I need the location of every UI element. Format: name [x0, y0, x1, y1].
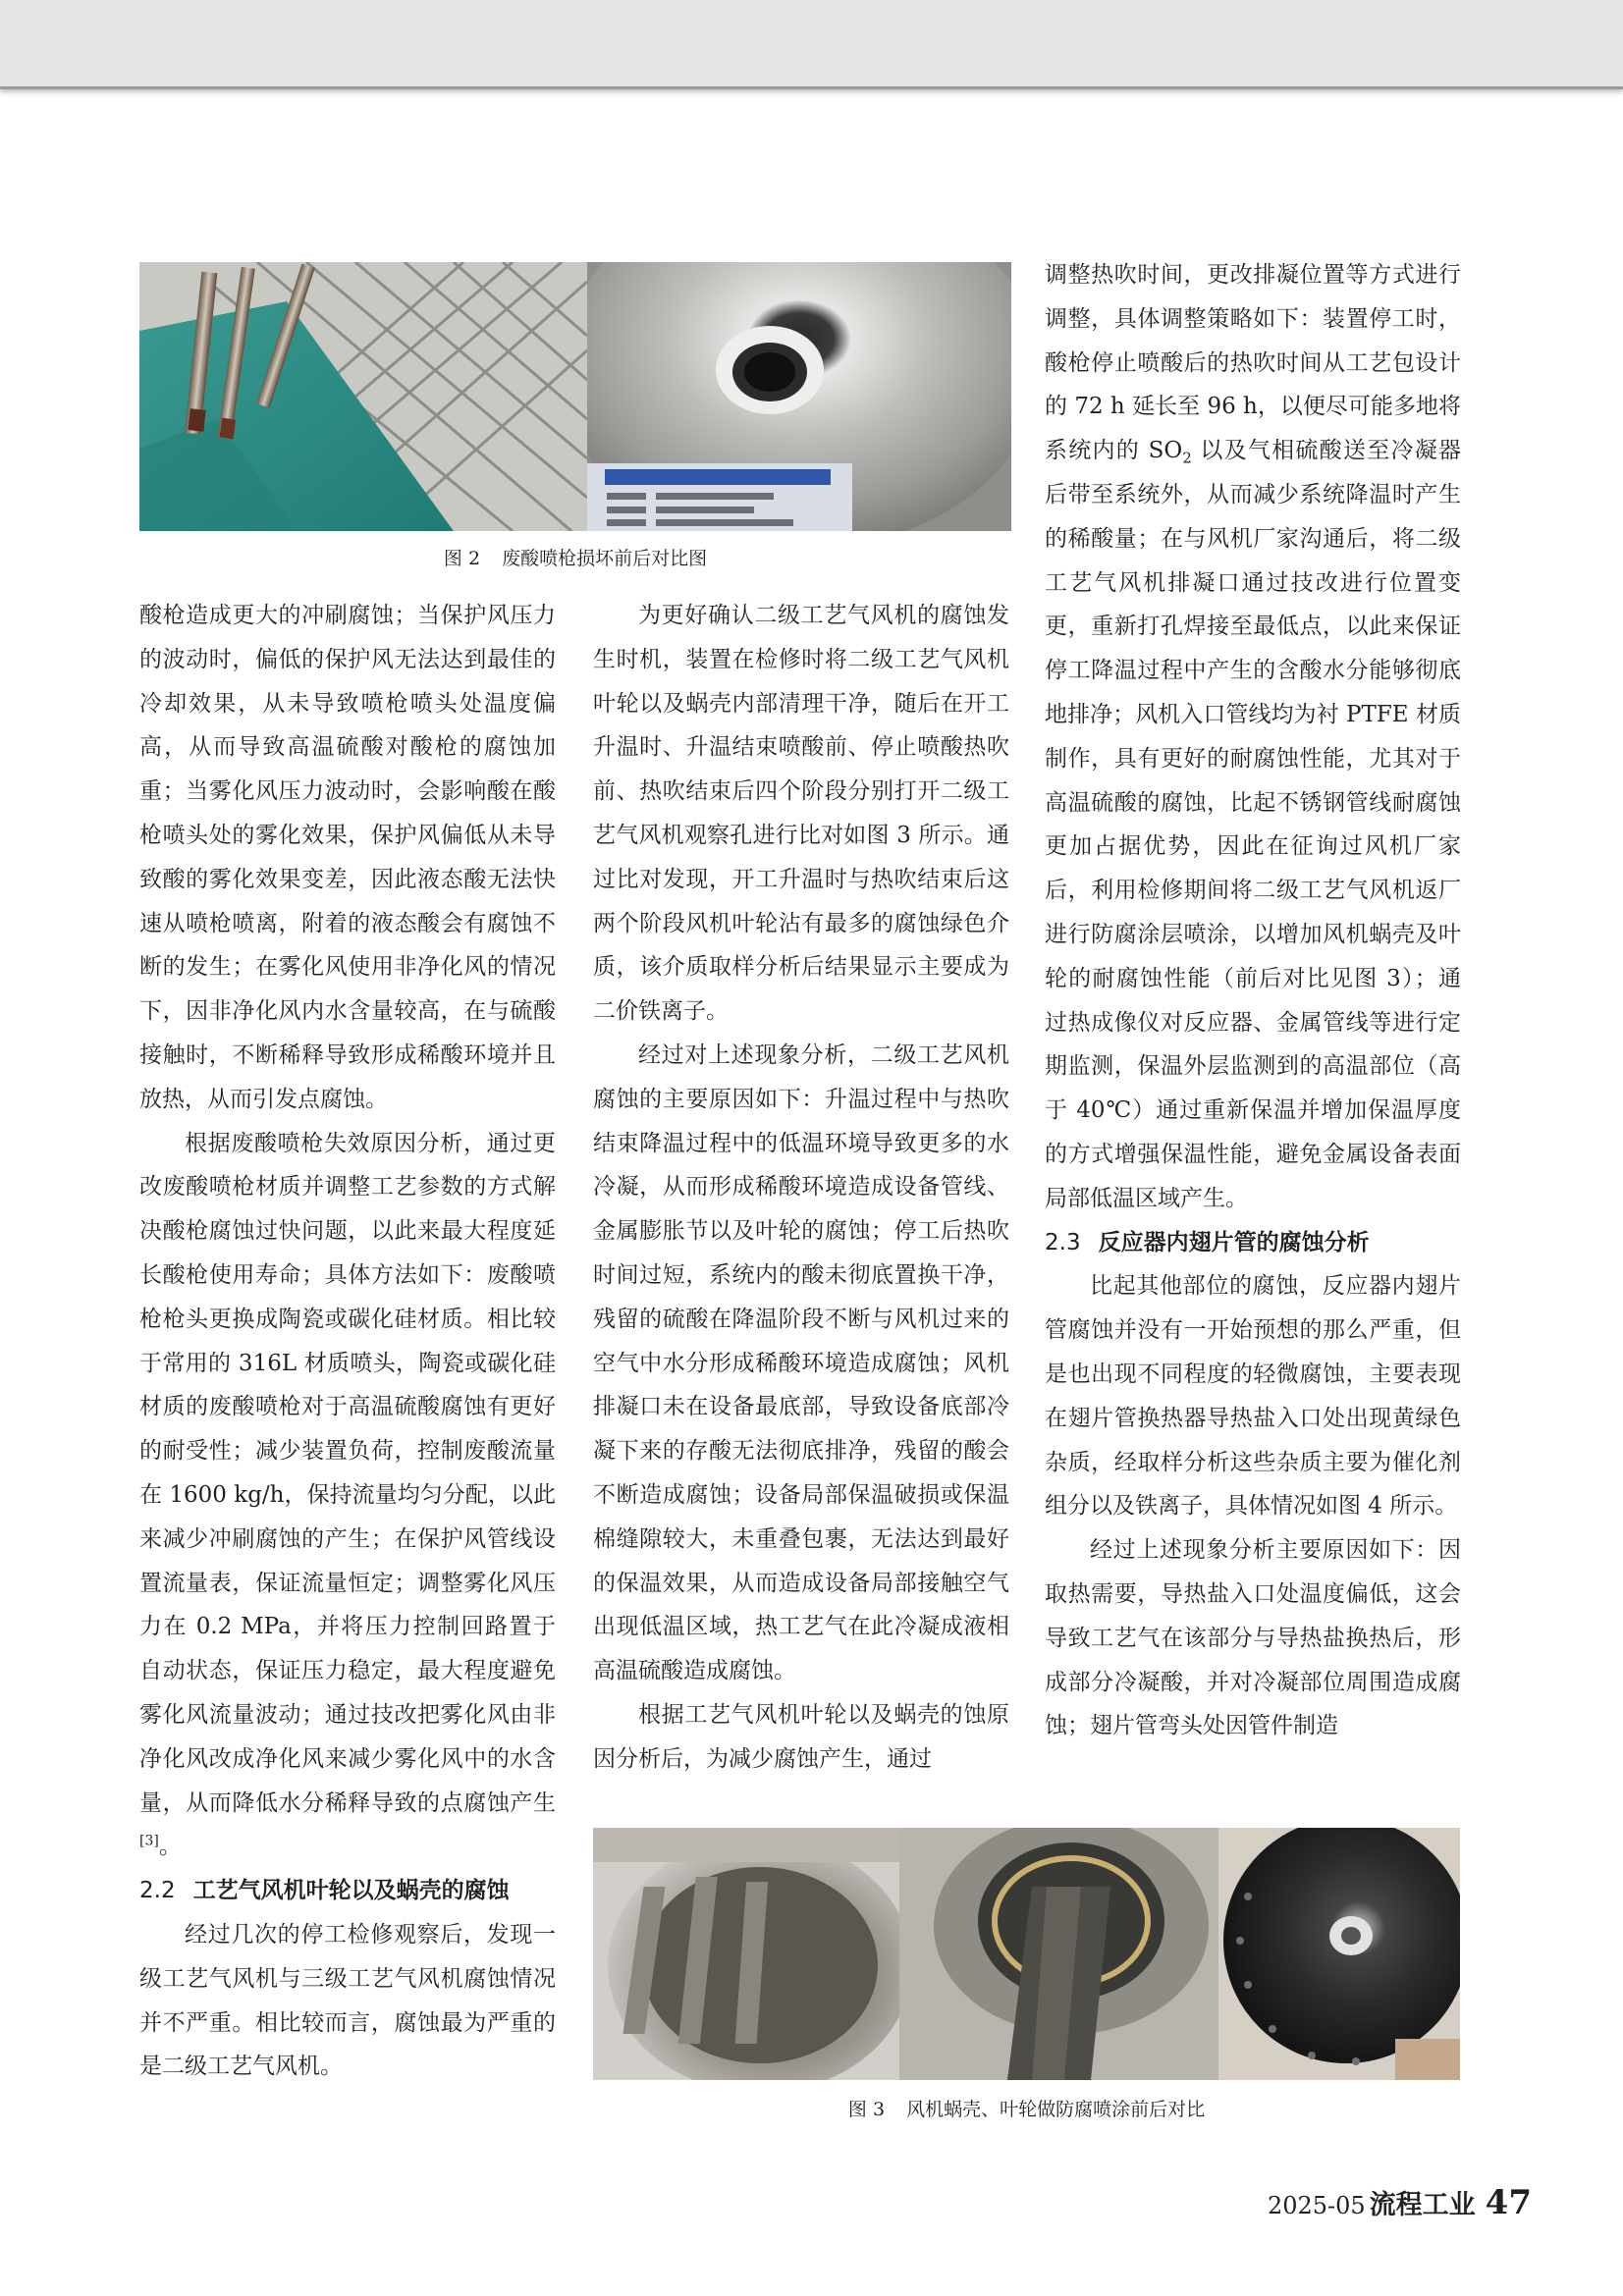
figure3-number: 图 3 — [847, 2099, 886, 2120]
col3-paragraph-1-text-b: 以及气相硫酸送至冷凝器后带至系统外，从而减少系统降温时产生的稀酸量；在与风机厂家沟通后，将二级工艺气风机排凝口通过技改进行位置变更，重新打孔焊接至最低点，以此来保证停工降温过程中产生的含酸水分能够彻底地排净；风机入口管线均为衬 PTFE 材质制作，具有更好的耐腐蚀性能，尤其对于高温硫酸的腐蚀，比起不锈钢管线耐腐蚀更加占据优势，因此在征询过风机厂家后，利用检修期间将二级工艺气风机返厂进行防腐涂层喷涂，以增加风机蜗壳及叶轮的耐腐蚀性能（前后对比见图 3）；通过热成像仪对反应器、金属管线等进行定期监测，保温外层监测到的高温部位（高于 40℃）通过重新保温并增加保温厚度的方式增强保温性能，避免金属设备表面局部低温区域产生。 — [1045, 438, 1461, 1211]
heading-2-2 — [139, 1869, 556, 1913]
col2-paragraph-2: 经过对上述现象分析，二级工艺风机腐蚀的主要原因如下：升温过程中与热吹结束降温过程中的低温环境导致更多的水冷凝，从而形成稀酸环境造成设备管线、金属膨胀节以及叶轮的腐蚀；停工后热吹时间过短，系统内的酸未彻底置换干净，残留的硫酸在降温阶段不断与风机过来的空气中水分形成稀酸环境造成腐蚀；风机排凝口未在设备最底部，导致设备底部冷凝下来的存酸无法彻底排净，残留的酸会不断造成腐蚀；设备局部保温破损或保温棉缝隙较大，未重叠包裹，无法达到最好的保温效果，从而造成设备局部接触空气出现低温区域，热工艺气在此冷凝成液相高温硫酸造成腐蚀。 — [593, 1041, 1009, 1684]
so2-subscript: 2 — [1182, 449, 1192, 467]
figure3-title: 风机蜗壳、叶轮做防腐喷涂前后对比 — [906, 2099, 1206, 2120]
col3-paragraph-3: 经过上述现象分析主要原因如下：因取热需要，导热盐入口处温度偏低，这会导致工艺气在该部分与导热盐换热后，形成部分冷凝酸，并对冷凝部位周围造成腐蚀；翅片管弯头处因管件制造 — [1045, 1537, 1461, 1739]
issue-date: 2025-05 — [1267, 2192, 1366, 2219]
figure3-photo-3 — [1218, 1828, 1460, 2080]
heading-2-3-number: 2.3 — [1045, 1229, 1081, 1255]
col1-paragraph-2-end: 。 — [158, 1834, 182, 1860]
figure2-caption — [139, 544, 1011, 570]
col1-paragraph-2 — [139, 1122, 556, 1870]
figure2-number: 图 2 — [443, 548, 481, 569]
col1-paragraph-1: 酸枪造成更大的冲刷腐蚀；当保护风压力的波动时，偏低的保护风无法达到最佳的冷却效果，从未导致喷枪喷头处温度偏高，从而导致高温硫酸对酸枪的腐蚀加重；当雾化风压力波动时，会影响酸在酸枪喷头处的雾化效果，保护风偏低从未导致酸的雾化效果变差，因此液态酸无法快速从喷枪喷离，附着的液态酸会有腐蚀不断的发生；在雾化风使用非净化风的情况下，因非净化风内水含量较高，在与硫酸接触时，不断稀释导致形成稀酸环境并且放热，从而引发点腐蚀。 — [139, 603, 556, 1112]
heading-2-2-title: 工艺气风机叶轮以及蜗壳的腐蚀 — [192, 1878, 510, 1904]
figure2-photo-left — [139, 262, 587, 531]
col3-paragraph-2: 比起其他部位的腐蚀，反应器内翅片管腐蚀并没有一开始预想的那么严重，但是也出现不同程度的轻微腐蚀，主要表现在翅片管换热器导热盐入口处出现黄绿色杂质，经取样分析这些杂质主要为催化剂组分以及铁离子，具体情况如图 4 所示。 — [1045, 1273, 1461, 1520]
figure2-photo-right — [587, 262, 1011, 531]
figure3-photo-1 — [593, 1828, 899, 2080]
figure3-caption — [593, 2095, 1460, 2121]
column-2 — [593, 594, 1009, 1782]
page-footer — [1237, 2183, 1532, 2222]
figure3-photo-2 — [899, 1828, 1218, 2080]
coated-fan-casing-image — [1218, 1828, 1460, 2080]
col1-paragraph-3: 经过几次的停工检修观察后，发现一级工艺气风机与三级工艺气风机腐蚀情况并不严重。相比较而言，腐蚀最为严重的是二级工艺气风机。 — [139, 1921, 556, 2080]
column-3 — [1045, 253, 1461, 1748]
figure2-title: 废酸喷枪损坏前后对比图 — [502, 548, 708, 569]
heading-2-3-title: 反应器内翅片管的腐蚀分析 — [1098, 1229, 1370, 1255]
citation-3: [3] — [139, 1833, 159, 1849]
scan-top-bar — [0, 0, 1623, 89]
heading-2-3 — [1045, 1221, 1461, 1265]
magazine-name: 流程工业 — [1369, 2190, 1476, 2220]
spray-gun-nozzle-disc-image — [587, 262, 1011, 531]
col2-paragraph-3: 根据工艺气风机叶轮以及蜗壳的蚀原因分析后，为减少腐蚀产生，通过 — [593, 1701, 1009, 1772]
heading-2-2-number: 2.2 — [139, 1878, 176, 1904]
col3-paragraph-1-text-a: 调整热吹时间，更改排凝位置等方式进行调整，具体调整策略如下：装置停工时，酸枪停止喷酸后的热吹时间从工艺包设计的 72 h 延长至 96 h，以便尽可能多地将系统内的 SO — [1045, 262, 1461, 464]
col2-paragraph-1: 为更好确认二级工艺气风机的腐蚀发生时机，装置在检修时将二级工艺气风机叶轮以及蜗壳内部清理干净，随后在开工升温时、升温结束喷酸前、停止喷酸热吹前、热吹结束后四个阶段分别打开二级工艺气风机观察孔进行比对如图 3 所示。通过比对发现，开工升温时与热吹结束后这两个阶段风机叶轮沾有最多的腐蚀绿色介质，该介质取样分析后结果显示主要成为二价铁离子。 — [593, 603, 1009, 1025]
column-1 — [139, 594, 556, 2089]
fan-impeller-shaft-image — [899, 1828, 1218, 2080]
page-number: 47 — [1485, 2183, 1532, 2222]
fan-volute-before-image — [593, 1828, 899, 2080]
col3-paragraph-1 — [1045, 253, 1461, 1221]
damaged-spray-guns-image — [139, 262, 587, 531]
col1-paragraph-2-text: 根据废酸喷枪失效原因分析，通过更改废酸喷枪材质并调整工艺参数的方式解决酸枪腐蚀过快问题，以此来最大程度延长酸枪使用寿命；具体方法如下：废酸喷枪枪头更换成陶瓷或碳化硅材质。相比较于常用的 316L 材质喷头，陶瓷或碳化硅材质的废酸喷枪对于高温硫酸腐蚀有更好的耐受性；减少装置负荷，控制废酸流量在 1600 kg/h，保持流量均匀分配，以此来减少冲刷腐蚀的产生；在保护风管线设置流量表，保证流量恒定；调整雾化风压力在 0.2 MPa，并将压力控制回路置于自动状态，保证压力稳定，最大程度避免雾化风流量波动；通过技改把雾化风由非净化风改成净化风来减少雾化风中的水含量，从而降低水分稀释导致的点腐蚀产生 — [139, 1130, 556, 1816]
